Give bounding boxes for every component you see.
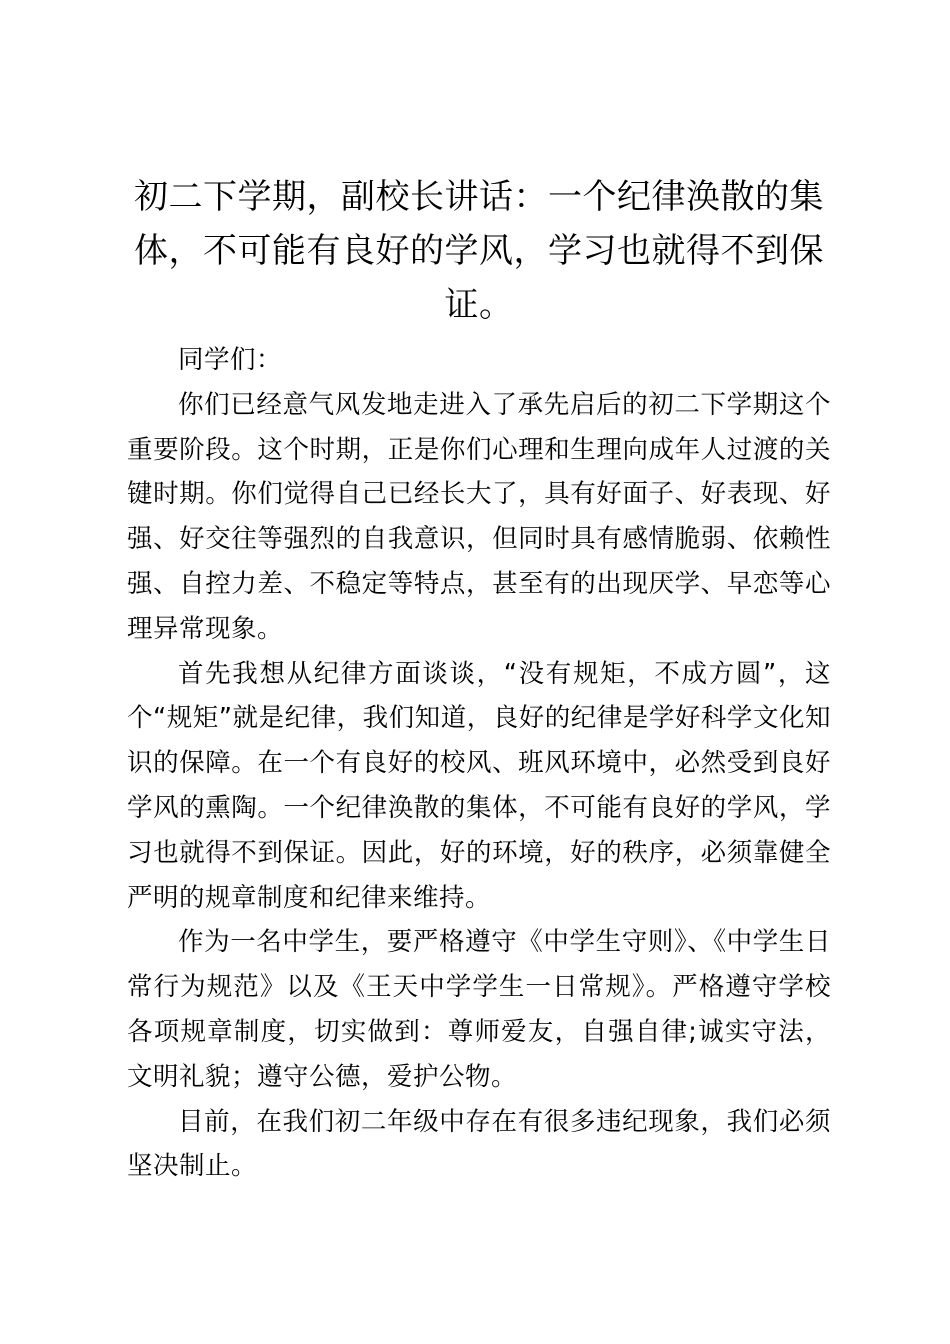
paragraph-3: 作为一名中学生，要严格遵守《中学生守则》、《中学生日常行为规范》以及《王天中学学生一日常规》。严格遵守学校各项规章制度，切实做到：尊师爱友，自强自律;诚实守法，文明礼貌；遵守公德，爱护公物。 [127, 927, 831, 1092]
document-title: 初二下学期，副校长讲话：一个纪律涣散的集体，不可能有良好的学风，学习也就得不到保证。 [134, 177, 824, 325]
salutation: 同学们： [178, 345, 283, 375]
document-body [127, 170, 831, 1189]
paragraph-2: 首先我想从纪律方面谈谈，“没有规矩，不成方圆”，这个“规矩”就是纪律，我们知道，良好的纪律是学好科学文化知识的保障。在一个有良好的校风、班风环境中，必然受到良好学风的熏陶。一个纪律涣散的集体，不可能有良好的学风，学习也就得不到保证。因此，好的环境，好的秩序，必须靠健全严明的规章制度和纪律来维持。 [127, 658, 831, 913]
paragraph-4: 目前，在我们初二年级中存在有很多违纪现象，我们必须坚决制止。 [127, 1106, 831, 1182]
paragraph-1: 你们已经意气风发地走进入了承先启后的初二下学期这个重要阶段。这个时期，正是你们心理和生理向成年人过渡的关键时期。你们觉得自己已经长大了，具有好面子、好表现、好强、好交往等强烈的自我意识，但同时具有感情脆弱、依赖性强、自控力差、不稳定等特点，甚至有的出现厌学、早恋等心理异常现象。 [127, 389, 831, 644]
